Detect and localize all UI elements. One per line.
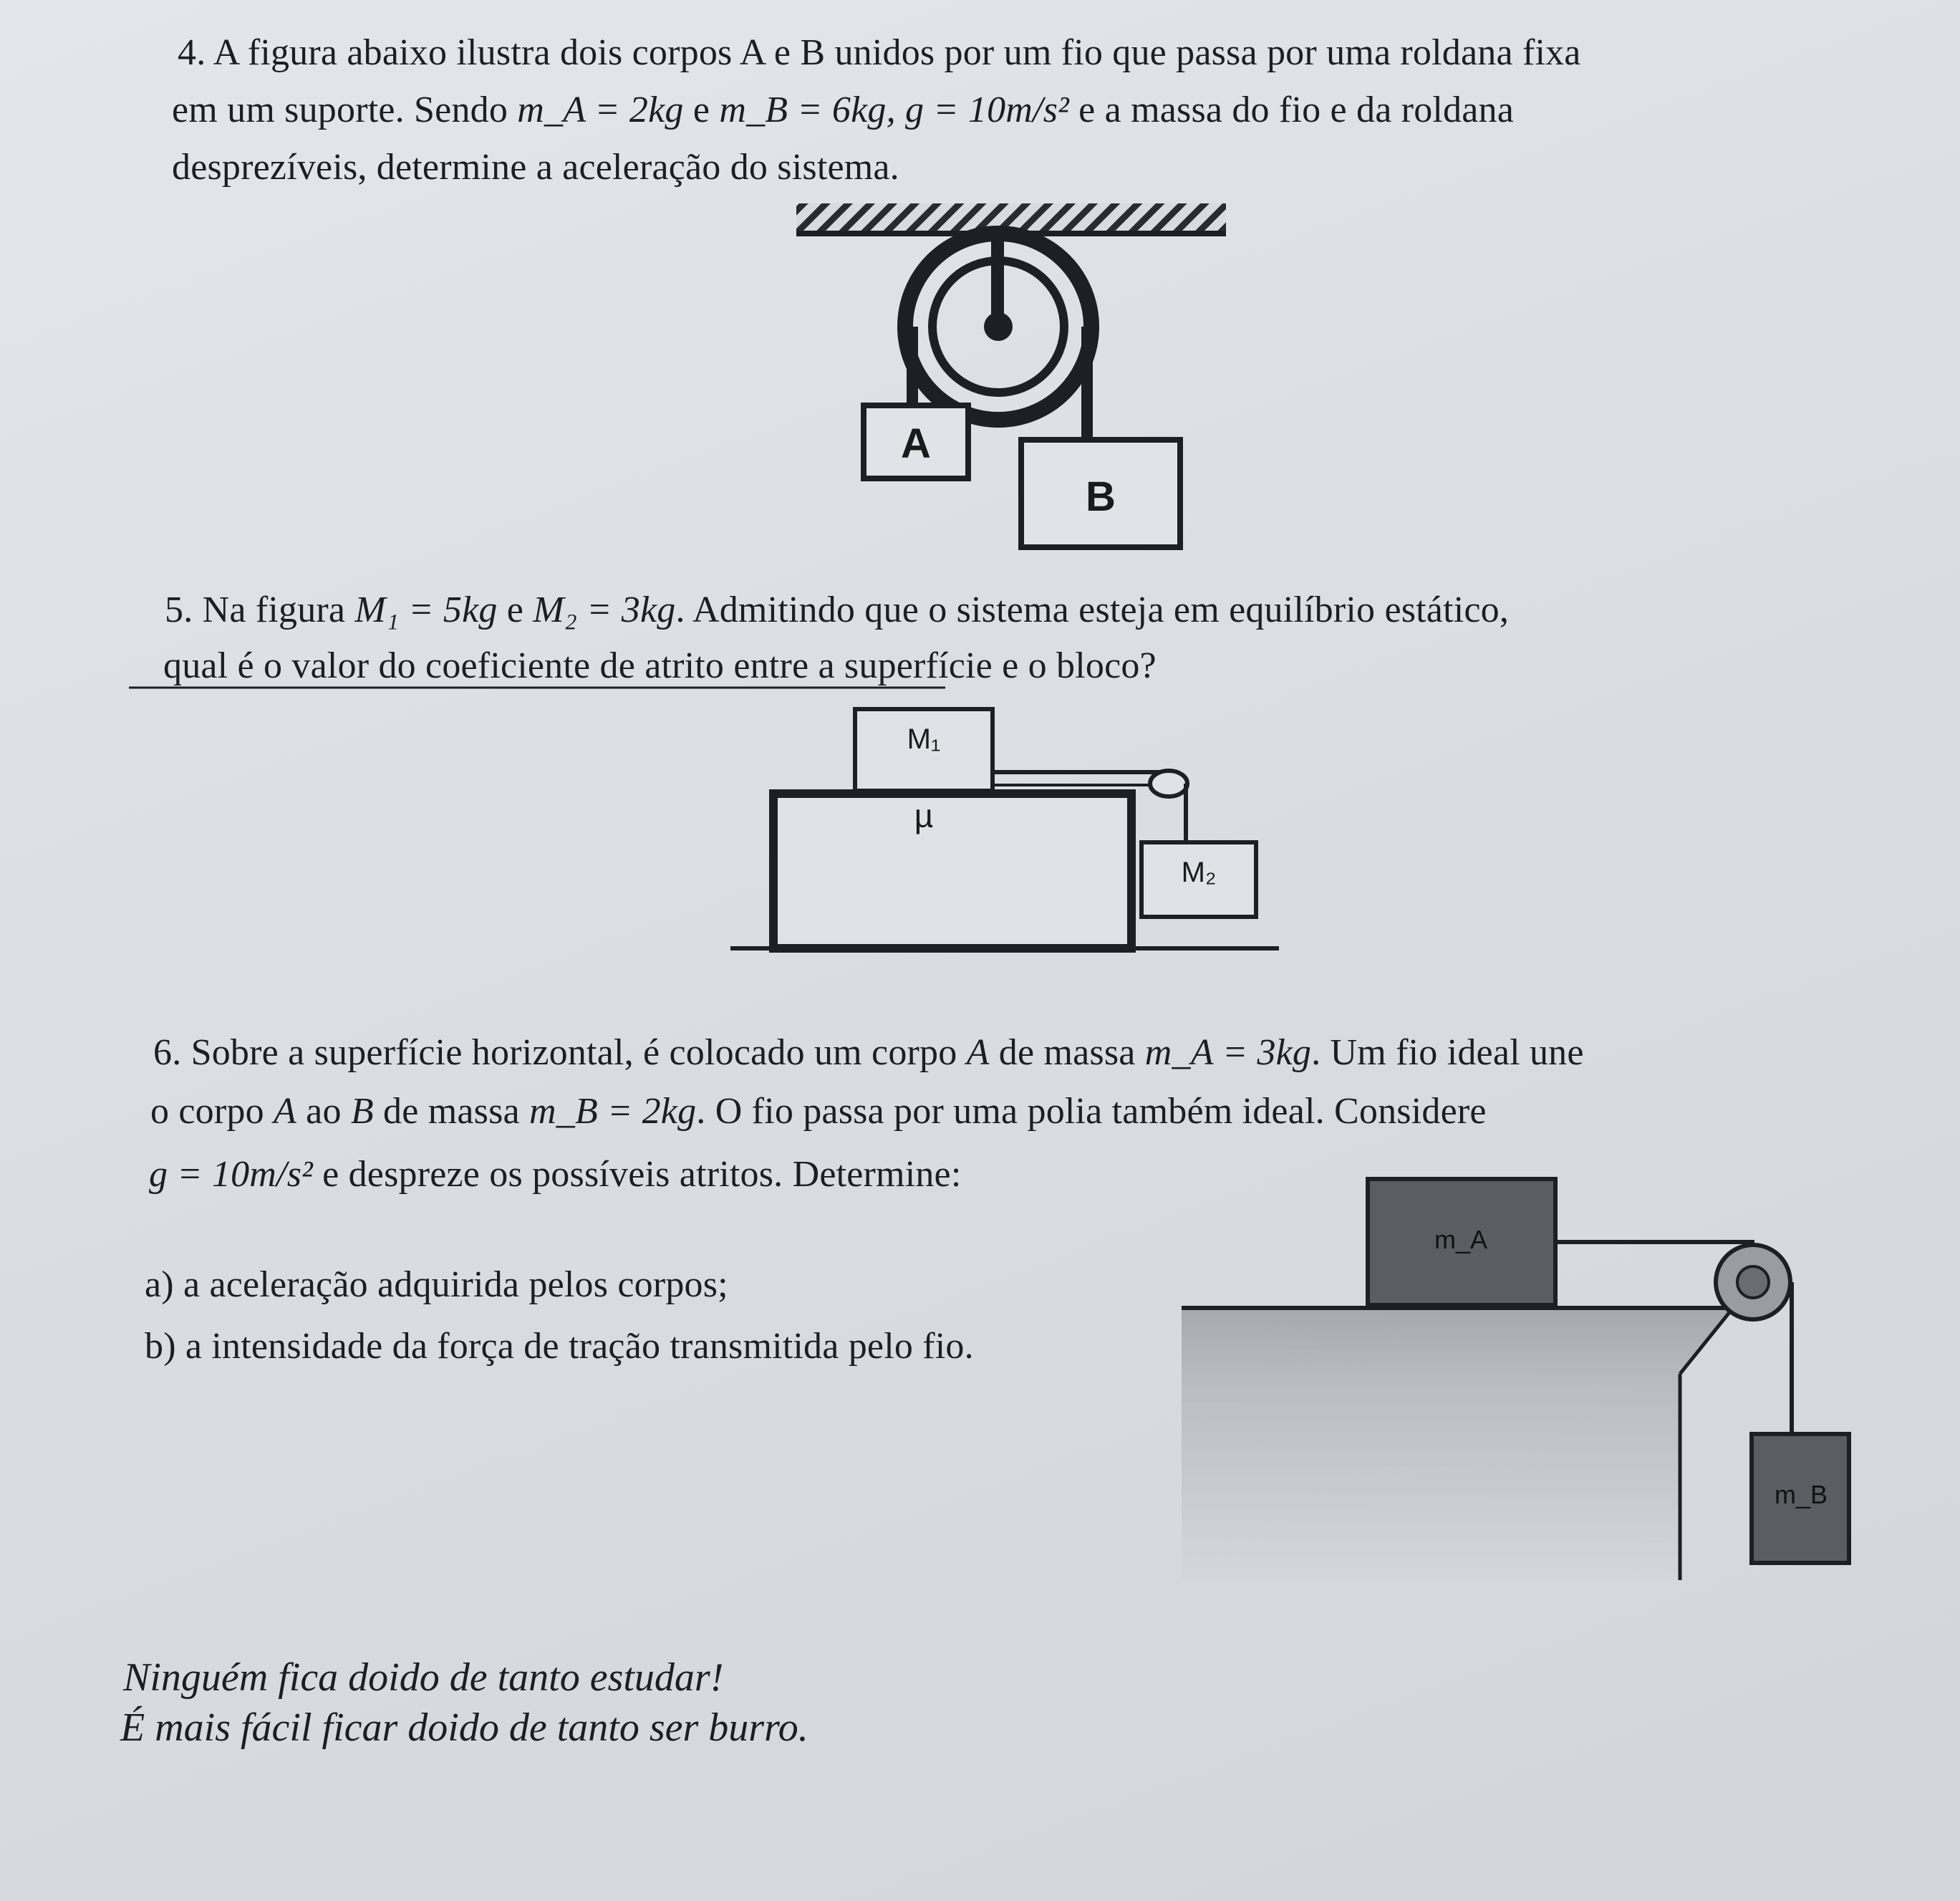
q5-label-mu: µ bbox=[914, 797, 934, 834]
q6-body-b-ref: B bbox=[350, 1091, 374, 1132]
q6-body-a: A bbox=[966, 1032, 990, 1073]
q5-label-m1: M₁ bbox=[907, 723, 941, 755]
q5-text-1b: e bbox=[497, 589, 534, 630]
q6-item-b-text: b) a intensidade da força de tração transmitida pelo fio. bbox=[145, 1326, 974, 1367]
q5-table-diagram bbox=[129, 688, 1279, 948]
q5-text-1a: 5. Na figura bbox=[165, 589, 355, 630]
q6-body-a-ref: A bbox=[274, 1091, 296, 1132]
q4-text-1: 4. A figura abaixo ilustra dois corpos A e B unidos por um fio que passa por uma roldana fixa bbox=[178, 32, 1581, 73]
q6-text-2c: de massa bbox=[373, 1091, 529, 1132]
q6-text-1b: de massa bbox=[989, 1032, 1145, 1073]
q5-text-2: qual é o valor do coeficiente de atrito entre a superfície e o bloco? bbox=[163, 645, 1157, 686]
rope-left bbox=[907, 327, 918, 407]
q6-pulley-inner bbox=[1737, 1266, 1769, 1298]
q5-label-m2: M₂ bbox=[1181, 857, 1217, 888]
q6-text-2d: . O fio passa por uma polia também ideal. Considere bbox=[696, 1091, 1487, 1132]
q5-pulley bbox=[1150, 771, 1187, 797]
q5-mass-m2: M₂ = 3kg bbox=[533, 589, 676, 630]
pulley-hub bbox=[984, 312, 1013, 341]
q4-text-2b: e bbox=[683, 90, 720, 130]
q6-mass-b: m_B = 2kg bbox=[529, 1091, 697, 1132]
q6-text-1a: 6. Sobre a superfície horizontal, é colocado um corpo bbox=[153, 1032, 967, 1073]
footer-quote-1: Ninguém fica doido de tanto estudar! bbox=[123, 1655, 724, 1700]
q4-text-2a: em um suporte. Sendo bbox=[172, 90, 518, 130]
q6-text-1c: . Um fio ideal une bbox=[1311, 1032, 1584, 1073]
q4-text-2c: e a massa do fio e da roldana bbox=[1068, 90, 1515, 130]
q5-mass-m1: M₁ = 5kg bbox=[354, 589, 498, 630]
q6-label-ma: m_A bbox=[1434, 1225, 1488, 1254]
footer-quote-2: É mais fácil ficar doido de tanto ser burro. bbox=[120, 1705, 808, 1750]
q6-item-a-text: a) a aceleração adquirida pelos corpos; bbox=[145, 1264, 728, 1305]
q6-text-2a: o corpo bbox=[150, 1091, 274, 1132]
table-surface bbox=[1182, 1308, 1733, 1580]
q4-label-a: A bbox=[901, 420, 931, 467]
q6-label-mb: m_B bbox=[1774, 1480, 1828, 1509]
q6-mass-a: m_A = 3kg bbox=[1144, 1032, 1312, 1073]
q4-text-3: desprezíveis, determine a aceleração do sistema. bbox=[172, 147, 899, 188]
q6-text-3b: e despreze os possíveis atritos. Determine: bbox=[312, 1154, 962, 1195]
q4-mass-b-gravity: m_B = 6kg, g = 10m/s² bbox=[719, 90, 1069, 130]
q4-mass-a: m_A = 2kg bbox=[517, 90, 684, 130]
q6-text-2b: ao bbox=[296, 1091, 351, 1132]
q6-edge-diagram bbox=[1182, 1179, 1849, 1580]
q5-text-1c: . Admitindo que o sistema esteja em equilíbrio estático, bbox=[675, 589, 1510, 630]
rope-right bbox=[1081, 327, 1093, 441]
q4-label-b: B bbox=[1086, 473, 1116, 520]
q6-gravity: g = 10m/s² bbox=[149, 1154, 313, 1195]
